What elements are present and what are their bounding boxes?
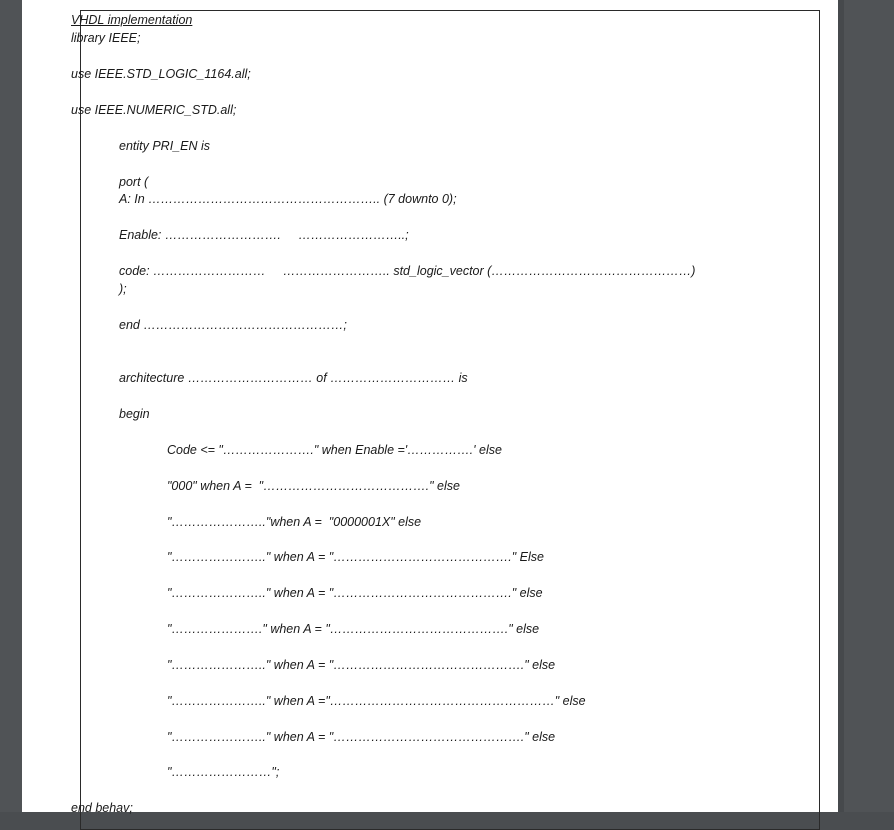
section-heading: VHDL implementation	[71, 13, 193, 27]
code-line-enable: Enable: ………………………. ……………………..;	[119, 228, 409, 242]
viewer-background-right	[838, 0, 894, 812]
code-line-port: port (	[119, 175, 149, 189]
code-line-architecture: architecture ………………………… of ………………………… is	[119, 371, 468, 385]
code-line-assign-9: "………………….." when A = "………………………………………." else	[167, 730, 556, 744]
code-line-assign-7: "………………….." when A = "………………………………………." else	[167, 658, 556, 672]
code-line-end-entity: end …………………………………………;	[119, 318, 347, 332]
code-line-begin: begin	[119, 407, 150, 421]
document-page	[22, 0, 838, 815]
code-line-entity: entity PRI_EN is	[119, 139, 211, 153]
code-line-port-a: A: In ……………………………………………….. (7 downto 0);	[119, 192, 457, 206]
code-line-assign-2: "000" when A = "…………………………………." else	[167, 479, 460, 493]
code-line-close-port: );	[119, 282, 127, 296]
code-line-use-std-logic: use IEEE.STD_LOGIC_1164.all;	[71, 67, 251, 81]
code-line-assign-8: "………………….." when A ="………………………………………………" else	[167, 694, 586, 708]
code-line-library: library IEEE;	[71, 31, 141, 45]
code-line-code: code: ……………………… …………………….. std_logic_vector (…………………………………………)	[119, 264, 696, 278]
viewer-background-left	[0, 0, 22, 812]
code-line-assign-1: Code <= "…………………." when Enable ='…………….' else	[167, 443, 502, 457]
code-line-assign-6: "…………………." when A = "……………………………………." else	[167, 622, 540, 636]
code-line-assign-5: "………………….." when A = "……………………………………." else	[167, 586, 543, 600]
code-line-assign-4: "………………….." when A = "……………………………………." Else	[167, 550, 544, 564]
code-line-assign-3: "………………….."when A = "0000001X" else	[167, 515, 422, 529]
scrollbar-track[interactable]	[838, 0, 844, 812]
code-line-use-numeric: use IEEE.NUMERIC_STD.all;	[71, 103, 237, 117]
code-line-end-behav: end behav;	[71, 801, 133, 815]
code-line-assign-10: "……………………";	[167, 765, 280, 779]
